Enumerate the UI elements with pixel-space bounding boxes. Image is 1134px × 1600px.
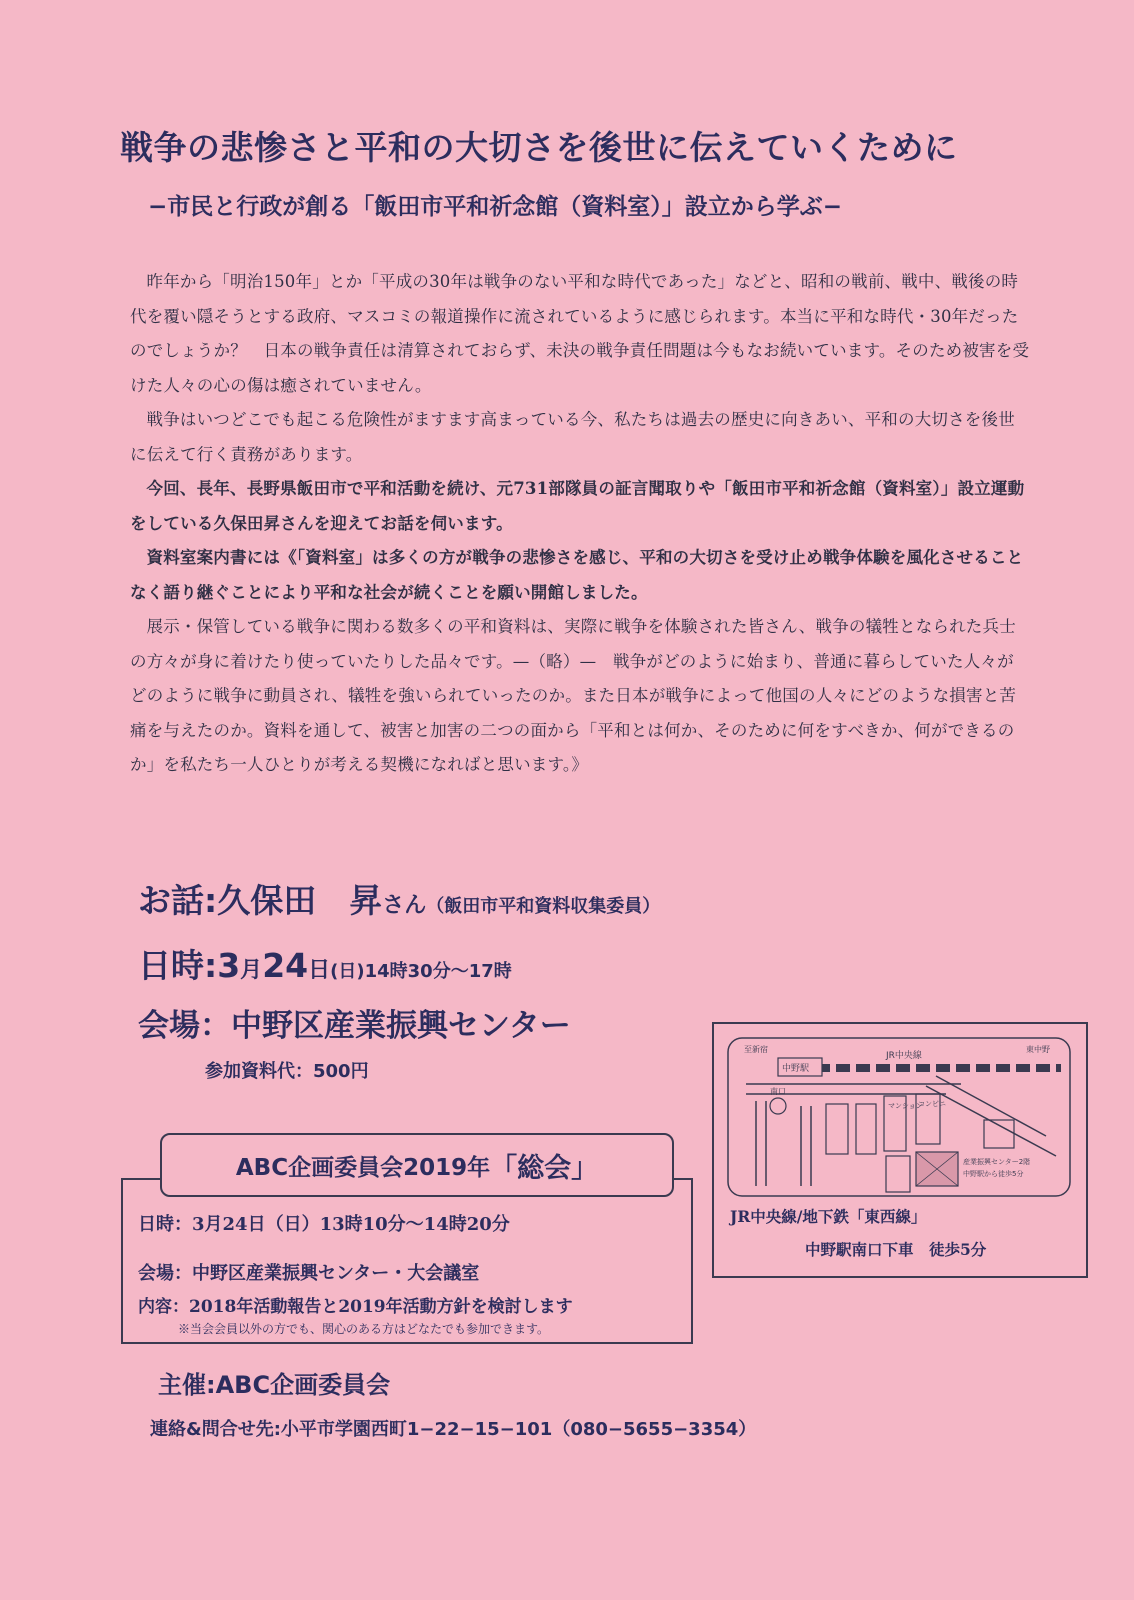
- ga-title-prefix: ABC企画委員会2019年: [235, 1154, 491, 1181]
- ga-title-keyword: 「総会」: [490, 1152, 599, 1184]
- contact-info: 連絡&問合せ先:小平市学園西町1−22−15−101（080−5655−3354）: [150, 1419, 757, 1440]
- general-assembly-title: [160, 1133, 674, 1197]
- speaker-name: 久保田 昇: [217, 881, 383, 920]
- ga-content: 内容：2018年活動報告と2019年活動方針を検討します: [138, 1297, 573, 1317]
- map-drawing: [726, 1036, 1072, 1198]
- map-caption-line1: JR中央線/地下鉄「東西線」: [730, 1207, 927, 1226]
- map-center-note: 中野駅から徒歩5分: [963, 1170, 1024, 1178]
- event-fee: 参加資料代：500円: [205, 1061, 369, 1082]
- paragraph: 資料室案内書には《「資料室」は多くの方が戦争の悲惨さを感じ、平和の大切さを受け止め戦争体験を風化させることなく語り継ぐことにより平和な社会が続くことを願い開館しました。: [130, 548, 1024, 602]
- event-venue: 会場：中野区産業振興センター: [138, 1008, 571, 1044]
- paragraph: 昨年から「明治150年」とか「平成の30年は戦争のない平和な時代であった」などと、昭和の戦前、戦中、戦後の時代を覆い隠そうとする政府、マスコミの報道操作に流されているように感じられます。本当に平和な時代・30年だったのでしょうか？ 日本の戦争責任は清算されておらず、未決の戦争責任問題は今もなお続いています。そのため被害を受けた人々の心の傷は癒されていません。: [130, 272, 1030, 395]
- map-left-label: 至新宿: [744, 1045, 768, 1054]
- event-datetime: [138, 940, 512, 987]
- body-text: [130, 265, 1030, 783]
- map-mansion-label: マンション: [888, 1102, 923, 1110]
- map-line-label: JR中央線: [886, 1051, 922, 1061]
- date-month: 3: [217, 946, 241, 985]
- map-caption-line2: 中野駅南口下車 徒歩5分: [805, 1240, 987, 1259]
- map-center-label: 産業振興センター2階: [963, 1158, 1031, 1166]
- map-right-label: 東中野: [1026, 1045, 1050, 1054]
- ga-note: ※当会会員以外の方でも、関心のある方はどなたでも参加できます。: [178, 1322, 550, 1336]
- date-month-unit: 月: [240, 958, 263, 983]
- page-subtitle: −市民と行政が創る「飯田市平和祈念館（資料室）」設立から学ぶ−: [148, 194, 843, 220]
- paragraph: 展示・保管している戦争に関わる数多くの平和資料は、実際に戦争を体験された皆さん、戦争の犠牲となられた兵士の方々が身に着けたり使っていたりした品々です。—（略）— 戦争がどのように始まり、普通に暮らしていた人々がどのように戦争に動員され、犠牲を強いられていったのか。また日本が戦争によって他国の人々にどのような損害と苦痛を与えたのか。資料を通して、被害と加害の二つの面から「平和とは何か、そのために何をすべきか、何ができるのか」を私たち一人ひとりが考える契機になればと思います。》: [130, 617, 1017, 774]
- date-label: 日時:: [138, 946, 218, 985]
- speaker-san: さん: [382, 893, 427, 918]
- speaker-label: お話:: [138, 881, 218, 920]
- paragraph: 今回、長年、長野県飯田市で平和活動を続け、元731部隊員の証言聞取りや「飯田市平和祈念館（資料室）」設立運動をしている久保田昇さんを迎えてお話を伺います。: [130, 479, 1025, 533]
- speaker-line: [138, 875, 660, 922]
- map-exit-label: 南口: [770, 1087, 786, 1096]
- date-rest: (日)14時30分〜17時: [330, 961, 512, 982]
- map-station-label: 中野駅: [782, 1064, 810, 1074]
- speaker-role: （飯田市平和資料収集委員）: [426, 896, 661, 917]
- page-title: 戦争の悲惨さと平和の大切さを後世に伝えていくために: [120, 128, 958, 167]
- paragraph: 戦争はいつどこでも起こる危険性がますます高まっている今、私たちは過去の歴史に向きあい、平和の大切さを後世に伝えて行く責務があります。: [130, 410, 1015, 464]
- map-conv-label: コンビニ: [918, 1100, 946, 1108]
- date-day: 24: [262, 946, 309, 985]
- ga-date: 日時：3月24日（日）13時10分〜14時20分: [138, 1214, 510, 1235]
- ga-place: 会場：中野区産業振興センター・大会議室: [138, 1263, 480, 1284]
- date-day-unit: 日: [308, 958, 331, 983]
- organizer: 主催:ABC企画委員会: [158, 1371, 391, 1399]
